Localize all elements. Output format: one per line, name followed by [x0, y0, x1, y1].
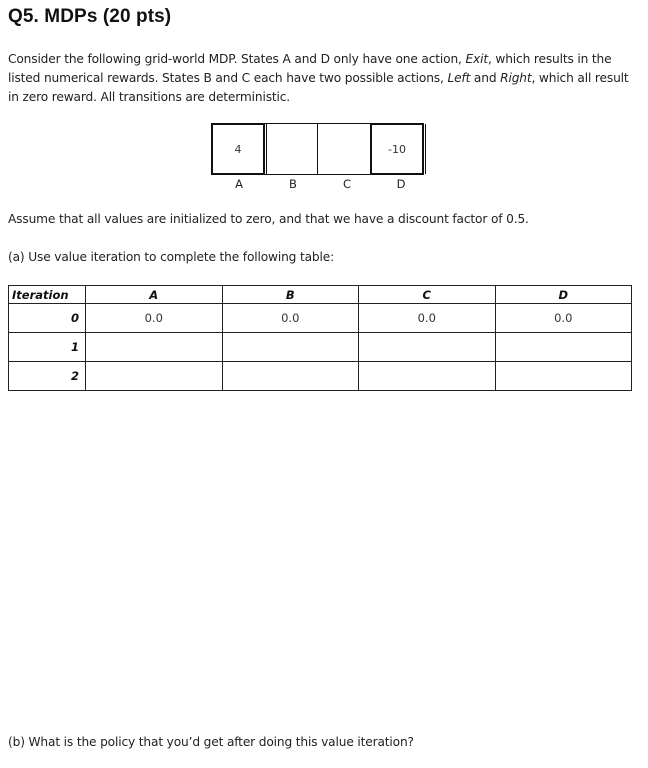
action-exit: Exit	[465, 52, 488, 66]
value-cell-d[interactable]	[495, 333, 632, 362]
table-row	[9, 333, 632, 362]
value-cell-b[interactable]	[222, 333, 359, 362]
header-c: C	[359, 286, 496, 304]
state-label-a: A	[235, 177, 243, 191]
value-cell-c: 0.0	[359, 304, 496, 333]
state-label-c: C	[342, 177, 352, 191]
intro-text-3: and	[470, 71, 501, 85]
value-cell-b: 0.0	[222, 304, 359, 333]
header-a: A	[86, 286, 223, 304]
value-cell-a: 0.0	[86, 304, 223, 333]
header-iteration: Iteration	[9, 286, 86, 304]
question-title: Q5. MDPs (20 pts)	[8, 6, 172, 27]
table-header-row	[9, 286, 632, 304]
iteration-number: 0	[9, 304, 86, 333]
grid-cell-d: -10	[370, 123, 424, 175]
action-left: Left	[447, 71, 471, 85]
action-right: Right	[500, 71, 532, 85]
grid-world	[212, 123, 424, 175]
intro-text-1: Consider the following grid-world MDP. States A and D only have one action,	[8, 52, 466, 66]
grid-cell-a: 4	[211, 123, 265, 175]
value-cell-a[interactable]	[86, 333, 223, 362]
intro-paragraph	[8, 50, 638, 107]
value-cell-d[interactable]	[495, 362, 632, 391]
value-cell-d: 0.0	[495, 304, 632, 333]
intro-text-4: , which all result in zero reward. All transitions are deterministic.	[8, 71, 629, 104]
header-d: D	[495, 286, 632, 304]
intro-text-2: , which results in the listed numerical rewards. States B and C each have two possible actions,	[8, 52, 612, 85]
grid-cell-c	[317, 123, 371, 175]
state-label-b: B	[289, 177, 297, 191]
value-cell-b[interactable]	[222, 362, 359, 391]
state-label-d: D	[396, 177, 406, 191]
grid-state-labels	[212, 177, 428, 191]
value-cell-c[interactable]	[359, 362, 496, 391]
iteration-number: 2	[9, 362, 86, 391]
assumption-text: Assume that all values are initialized to zero, and that we have a discount factor of 0.5.	[8, 212, 529, 226]
iteration-number: 1	[9, 333, 86, 362]
grid-cell-b	[264, 123, 318, 175]
part-b-prompt: (b) What is the policy that you’d get after doing this value iteration?	[8, 735, 414, 749]
table-row	[9, 362, 632, 391]
value-cell-c[interactable]	[359, 333, 496, 362]
value-cell-a[interactable]	[86, 362, 223, 391]
table-row	[9, 304, 632, 333]
header-b: B	[222, 286, 359, 304]
part-a-prompt: (a) Use value iteration to complete the following table:	[8, 250, 335, 264]
value-iteration-table	[8, 285, 632, 391]
